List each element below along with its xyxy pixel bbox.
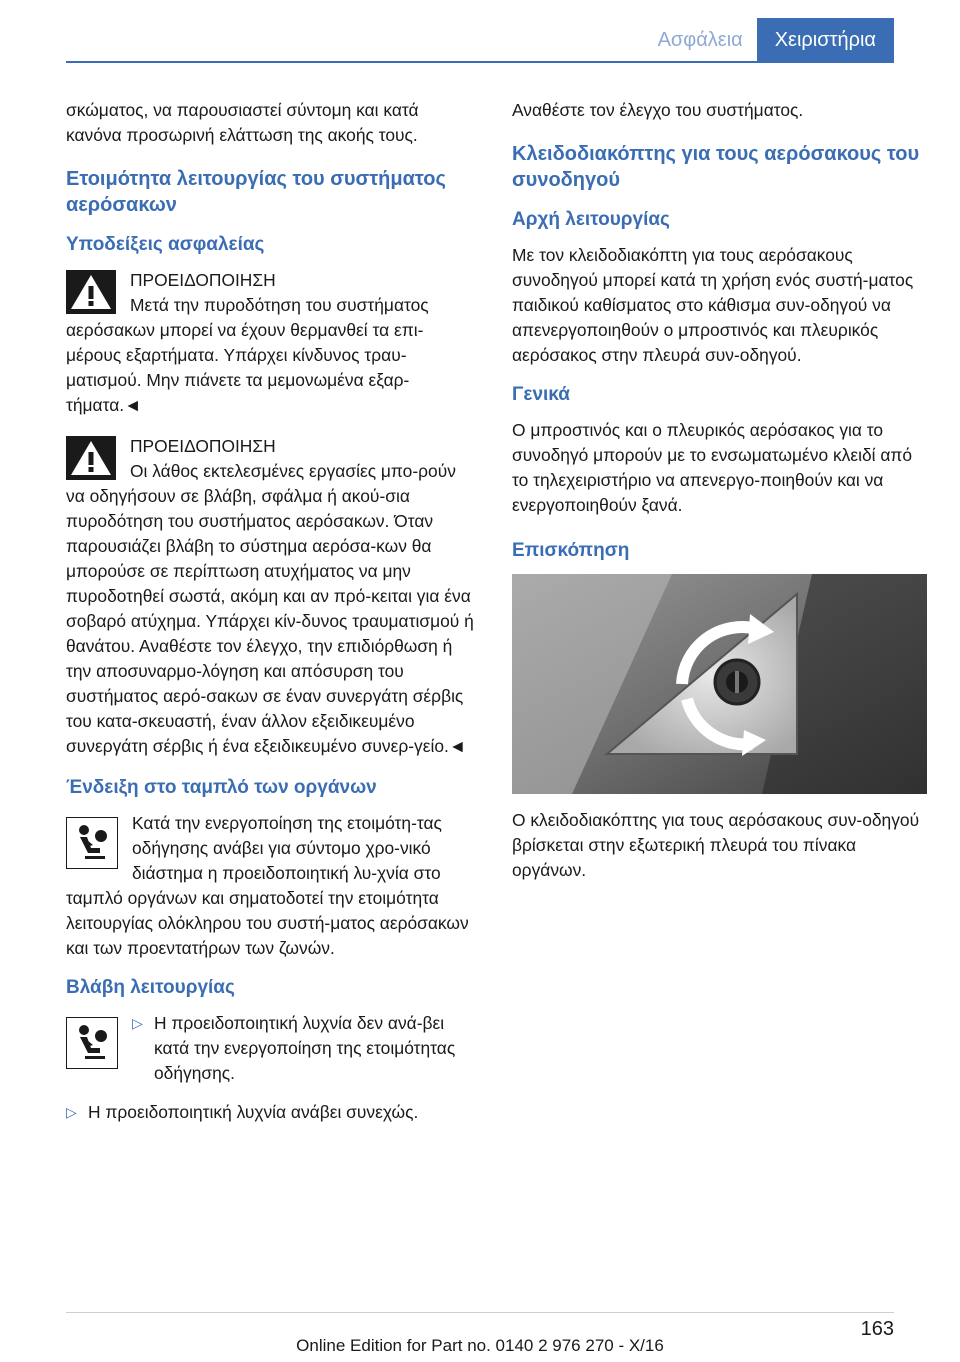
heading-operating-principle: Αρχή λειτουργίας	[512, 209, 670, 230]
heading-instrument-indicator: Ένδειξη στο ταμπλό των οργάνων	[66, 777, 377, 798]
tab-section-controls[interactable]: Χειριστήρια	[757, 18, 894, 62]
bullet-triangle-icon: ▷	[66, 1104, 77, 1120]
left-column	[66, 98, 478, 1125]
list-item	[132, 1011, 478, 1086]
footer-rule	[66, 1312, 894, 1313]
malfunction-block	[66, 1011, 478, 1086]
warning-triangle-icon	[66, 436, 116, 480]
warning-title: ΠΡΟΕΙΔΟΠΟΙΗΣΗ	[130, 436, 276, 456]
general-text: Ο μπροστινός και ο πλευρικός αερόσακος για το συνοδηγό μπορούν με το ενσωματωμένο κλειδί από το τηλεχειριστήριο να απενεργο-ποιηθούν και να ενεργοποιηθούν ξανά.	[512, 420, 913, 515]
right-column	[512, 98, 927, 883]
heading-general: Γενικά	[512, 384, 570, 405]
header-rule	[66, 61, 894, 63]
left-intro-text: σκώματος, να παρουσιαστεί σύντομη και κατά κανόνα προσωρινή ελάττωση της ακοής τους.	[66, 100, 419, 145]
warning-block-1	[66, 268, 478, 418]
heading-safety-notes: Υποδείξεις ασφαλείας	[66, 234, 265, 255]
warning-block-2	[66, 434, 478, 759]
principle-text: Με τον κλειδοδιακόπτη για τους αερόσακους συνοδηγού μπορεί κατά τη χρήση ενός συστή-ματος παιδικού καθίσματος στο κάθισμα συν-οδηγού να απενεργοποιηθούν ο μπροστινός και πλευρικός αερόσακος στην πλευρά συν-οδηγού.	[512, 245, 914, 365]
right-intro-text: Αναθέστε τον έλεγχο του συστήματος.	[512, 100, 804, 120]
indicator-text: Κατά την ενεργοποίηση της ετοιμότη-τας οδήγησης ανάβει για σύντομο χρο-νικό διάστημα η προειδοποιητική λυ-χνία στο ταμπλό οργάνων και σηματοδοτεί την ετοιμότητα λειτουργίας ολόκληρου του συστή-ματος αερόσακων και των προεντατήρων των ζωνών.	[66, 813, 469, 958]
warning-text: Μετά την πυροδότηση του συστήματος αερόσακων μπορεί να έχουν θερμανθεί τα επι-μέρους εξαρτήματα. Υπάρχει κίνδυνος τραυ-ματισμού. Μην πιάνετε τα μεμονωμένα εξαρ-τήματα.◄	[66, 295, 429, 415]
heading-passenger-airbag-switch: Κλειδοδιακόπτης για τους αερόσακους του συνοδηγού	[512, 143, 920, 191]
airbag-warning-lamp-icon	[66, 1017, 118, 1069]
malfunction-bullet-2: Η προειδοποιητική λυχνία ανάβει συνεχώς.	[88, 1102, 419, 1122]
bullet-triangle-icon: ▷	[132, 1015, 143, 1031]
warning-text: Οι λάθος εκτελεσμένες εργασίες μπο-ρούν να οδηγήσουν σε βλάβη, σφάλμα ή ακού-σια πυροδότηση του συστήματος αερόσακων. Όταν παρουσιάζει βλάβη το σύστημα αερόσα-κων θα μπορούσε σε περίπτωση ατυχήματος να μην πυροδοτηθεί σωστά, ακόμη και αν πρό-κειται για ένα σοβαρό ατύχημα. Υπάρχει κίν-δυνος τραυματισμού ή θανάτου. Αναθέστε τον έλεγχο, την επιδιόρθωση ή την αποσυναρμο-λόγηση και απόσυρση του συστήματος αερό-σακων σε έναν συνεργάτη σέρβις του κατα-σκευαστή, έναν άλλον εξειδικευμένο συνεργάτη σέρβις ή ένα εξειδικευμένο συνερ-γείο.◄	[66, 461, 474, 756]
warning-triangle-icon	[66, 270, 116, 314]
warning-title: ΠΡΟΕΙΔΟΠΟΙΗΣΗ	[130, 270, 276, 290]
airbag-warning-lamp-icon	[66, 817, 118, 869]
tab-section-safety[interactable]: Ασφάλεια	[644, 18, 757, 62]
key-switch-photo	[512, 574, 927, 794]
page-number: 163	[860, 1318, 894, 1340]
malfunction-bullet-1: Η προειδοποιητική λυχνία δεν ανά-βει κατά την ενεργοποίηση της ετοιμότητας οδήγησης.	[154, 1013, 456, 1083]
photo-caption: Ο κλειδοδιακόπτης για τους αερόσακους συν-οδηγού βρίσκεται στην εξωτερική πλευρά του πίνακα οργάνων.	[512, 810, 920, 880]
edition-note: Online Edition for Part no. 0140 2 976 270 - X/16	[296, 1336, 664, 1355]
list-item	[66, 1100, 478, 1125]
heading-readiness: Ετοιμότητα λειτουργίας του συστήματος αερόσακων	[66, 168, 446, 216]
heading-overview: Επισκόπηση	[512, 540, 630, 561]
header-tabs	[644, 18, 894, 62]
indicator-block	[66, 811, 478, 961]
heading-malfunction: Βλάβη λειτουργίας	[66, 977, 235, 998]
